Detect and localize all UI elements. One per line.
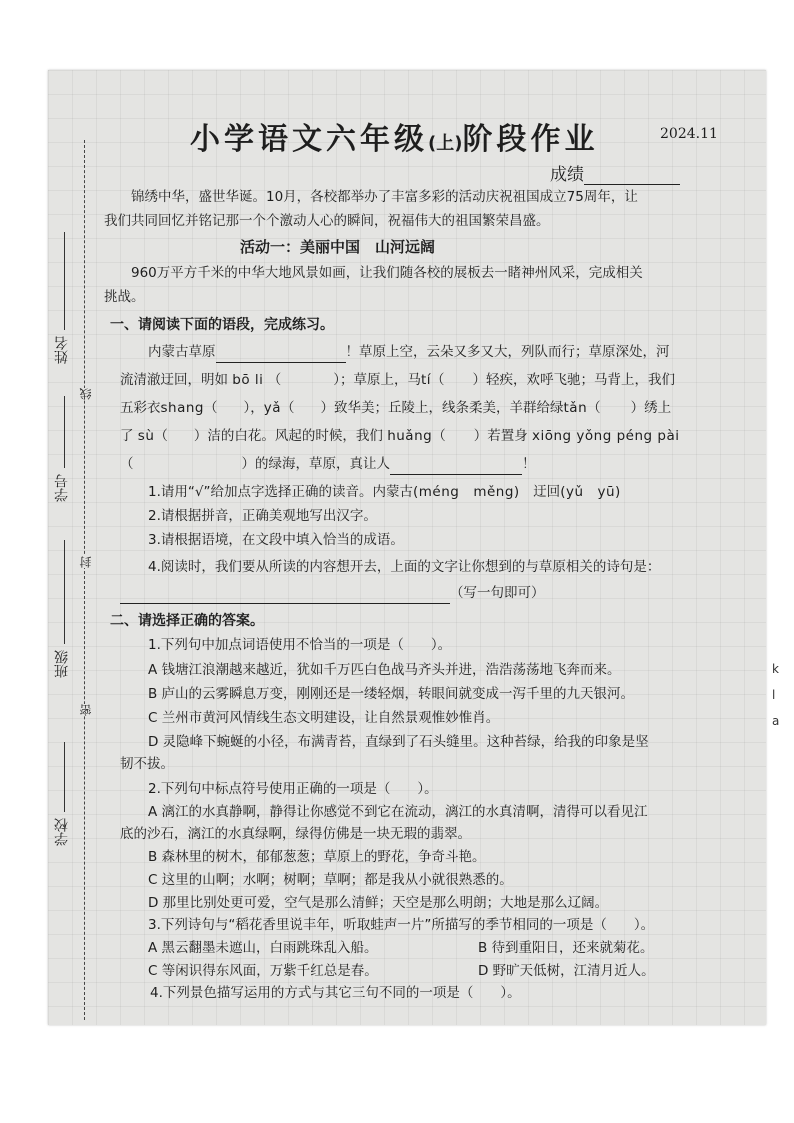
passage-line3: 五彩衣shang（ ），yǎ（ ）致华美；丘陵上，线条柔美，羊群给绿tǎn（ ）绣上 bbox=[120, 400, 672, 416]
s2-q2-option-b: B 森林里的树木，郁郁葱葱；草原上的野花，争奇斗艳。 bbox=[148, 849, 486, 865]
class-label: 班级 bbox=[54, 650, 70, 678]
s1-question2: 2.请根据拼音，正确美观地写出汉字。 bbox=[148, 508, 377, 524]
activity-intro-line1: 960万平方千米的中华大地风景如画，让我们随各校的展板去一睹神州风采，完成相关 bbox=[131, 265, 643, 281]
s2-q1-option-d-line2: 韧不拔。 bbox=[120, 756, 174, 772]
passage-line4: 了 sù（ ）洁的白花。风起的时候，我们 huǎng（ ）若置身 xiōng yǒng péng pài bbox=[120, 428, 680, 444]
binding-mark-secret: 密 bbox=[79, 704, 93, 716]
s1-question3: 3.请根据语境，在文段中填入恰当的成语。 bbox=[148, 532, 404, 548]
poem-answer-blank[interactable] bbox=[120, 589, 450, 604]
intro-paragraph-line1: 锦绣中华，盛世华诞。10月，各校都举办了丰富多彩的活动庆祝祖国成立75周年，让 bbox=[131, 189, 638, 205]
student-id-label: 学号 bbox=[54, 474, 70, 502]
binding-mark-line: 线 bbox=[79, 388, 93, 400]
binding-mark-seal: 封 bbox=[79, 556, 93, 568]
s2-q1-option-b: B 庐山的云雾瞬息万变，刚刚还是一缕轻烟，转眼间就变成一泻千里的九天银河。 bbox=[148, 686, 635, 702]
name-label: 姓名 bbox=[54, 336, 70, 364]
name-blank[interactable] bbox=[64, 232, 65, 330]
passage-line1: 内蒙古草原 ！草原上空，云朵又多又大，列队而行；草原深处，河 bbox=[148, 341, 670, 363]
s2-q1-option-c: C 兰州市黄河风情线生态文明建设，让自然景观惟妙惟肖。 bbox=[148, 710, 500, 726]
page-title: 小学语文六年级(上)阶段作业 bbox=[190, 122, 599, 157]
s2-q4: 4.下列景色描写运用的方式与其它三句不同的一项是（ ）。 bbox=[150, 985, 521, 1001]
class-blank[interactable] bbox=[64, 540, 65, 644]
score-field[interactable]: 成绩 bbox=[550, 160, 680, 185]
intro-paragraph-line2: 我们共同回忆并铭记那一个个激动人心的瞬间，祝福伟大的祖国繁荣昌盛。 bbox=[104, 213, 550, 229]
passage-line5: （ ）的绿海，草原，真让人 ！ bbox=[120, 453, 536, 475]
s2-q3-option-a: A 黑云翻墨未遮山，白雨跳珠乱入船。 bbox=[148, 940, 378, 956]
school-label: 学校 bbox=[54, 818, 70, 846]
school-blank[interactable] bbox=[64, 742, 65, 812]
s2-q2-option-d: D 那里比别处更可爱，空气是那么清鲜；天空是那么明朗；大地是那么辽阔。 bbox=[148, 895, 609, 911]
s1-question4-answer: （写一句即可） bbox=[120, 582, 545, 604]
s1-question4: 4.阅读时，我们要从所读的内容想开去，上面的文字让你想到的与草原相关的诗句是： bbox=[148, 559, 661, 575]
binding-dashed-line bbox=[84, 140, 85, 1020]
s2-q3-option-b: B 待到重阳日，还来就菊花。 bbox=[478, 940, 654, 956]
blank-idiom-1[interactable] bbox=[216, 348, 346, 363]
s2-q3: 3.下列诗句与“稻花香里说丰年，听取蛙声一片”所描写的季节相同的一项是（ ）。 bbox=[148, 917, 655, 933]
s2-q1-option-a: A 钱塘江浪潮越来越近，犹如千万匹白色战马齐头并进，浩浩荡荡地飞奔而来。 bbox=[148, 662, 621, 678]
s2-q2-option-a-line2: 底的沙石，漓江的水真绿啊，绿得仿佛是一块无瑕的翡翠。 bbox=[120, 826, 471, 842]
s2-q1-option-d-line1: D 灵隐峰下蜿蜒的小径，布满青苔，直绿到了石头缝里。这种苔绿，给我的印象是坚 bbox=[148, 734, 649, 750]
passage-line2: 流清澈迂回，明如 bō li （ ）；草原上，马tí（ ）轻疾，欢呼飞驰；马背上，我们 bbox=[120, 372, 676, 388]
s2-q3-option-c: C 等闲识得东风面，万紫千红总是春。 bbox=[148, 963, 378, 979]
s1-question1: 1.请用“√”给加点字选择正确的读音。内蒙古(méng měng) 迂回(yǔ yū) bbox=[148, 484, 621, 500]
s2-q2: 2.下列句中标点符号使用正确的一项是（ ）。 bbox=[148, 781, 438, 797]
exam-date: 2024.11 bbox=[660, 126, 718, 142]
s2-q2-option-c: C 这里的山啊；水啊；树啊；草啊；都是我从小就很熟悉的。 bbox=[148, 872, 513, 888]
student-id-blank[interactable] bbox=[64, 396, 65, 468]
section1-heading: 一、请阅读下面的语段，完成练习。 bbox=[110, 317, 334, 333]
activity-intro-line2: 挑战。 bbox=[104, 289, 145, 305]
s2-q1: 1.下列句中加点词语使用不恰当的一项是（ ）。 bbox=[148, 637, 452, 653]
edge-fragment: l bbox=[772, 688, 776, 702]
s2-q2-option-a-line1: A 漓江的水真静啊，静得让你感觉不到它在流动，漓江的水真清啊，清得可以看见江 bbox=[148, 804, 648, 820]
edge-fragment: k bbox=[772, 662, 779, 676]
blank-idiom-2[interactable] bbox=[390, 460, 522, 475]
section2-heading: 二、请选择正确的答案。 bbox=[110, 613, 264, 629]
activity-title: 活动一：美丽中国 山河远阔 bbox=[240, 238, 436, 256]
s2-q3-option-d: D 野旷天低树，江清月近人。 bbox=[478, 963, 655, 979]
edge-fragment: a bbox=[772, 714, 780, 728]
